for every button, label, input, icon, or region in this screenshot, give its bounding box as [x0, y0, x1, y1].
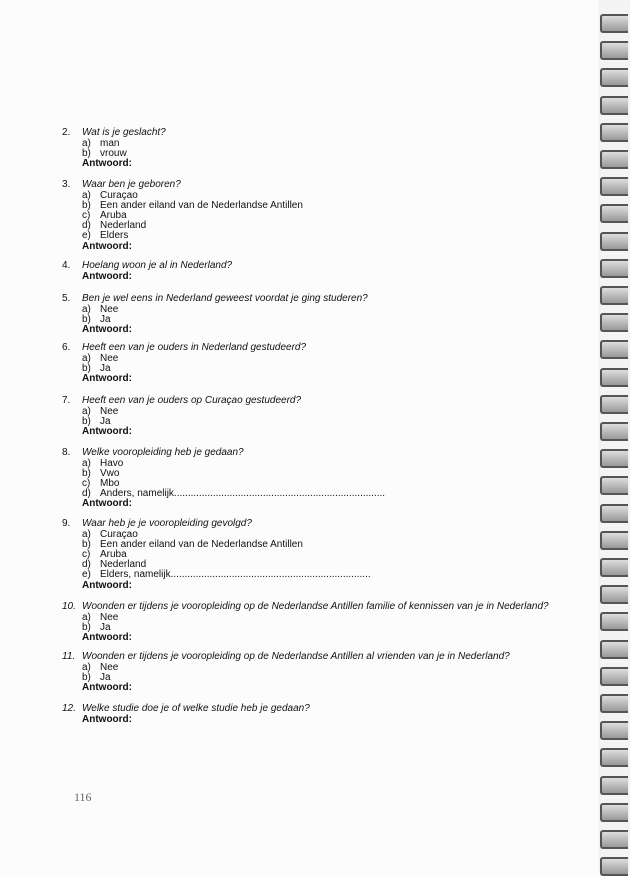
- option-letter: c): [82, 477, 91, 489]
- question-text: Woonden er tijdens je vooropleiding op de Nederlandse Antillen familie of kennissen van je in Nederland?: [82, 601, 549, 612]
- option-letter: b): [82, 147, 91, 159]
- option-letter: a): [82, 352, 91, 364]
- question-number: 4.: [62, 260, 71, 271]
- binding-ring: [600, 41, 628, 60]
- option-text: Curaçao: [100, 528, 138, 540]
- binding-ring: [600, 476, 628, 495]
- option-text: Ja: [100, 621, 111, 633]
- question-number: 6.: [62, 342, 71, 353]
- option-letter: e): [82, 230, 91, 242]
- option-text: vrouw: [100, 147, 127, 159]
- binding-ring: [600, 286, 628, 305]
- answer-label: Antwoord:: [82, 681, 132, 693]
- option-text: Aruba: [100, 548, 127, 560]
- binding-ring: [600, 96, 628, 115]
- option-text: Vwo: [100, 467, 120, 479]
- answer-label: Antwoord:: [82, 425, 132, 437]
- option-text: Havo: [100, 457, 124, 469]
- binding-ring: [600, 721, 628, 740]
- binding-ring: [600, 857, 628, 876]
- binding-ring: [600, 531, 628, 550]
- option-text: Nederland: [100, 220, 147, 232]
- option-text: Nee: [100, 303, 119, 315]
- option-letter: a): [82, 405, 91, 417]
- option-letter: b): [82, 313, 91, 325]
- option-letter: a): [82, 303, 91, 315]
- question-number: 11.: [62, 651, 76, 662]
- answer-label: Antwoord:: [82, 631, 132, 643]
- option-text: man: [100, 137, 120, 149]
- binding-ring: [600, 259, 628, 278]
- option-letter: b): [82, 621, 91, 633]
- option-letter: d): [82, 488, 91, 500]
- binding-ring: [600, 368, 628, 387]
- option-letter: b): [82, 415, 91, 427]
- binding-ring: [600, 150, 628, 169]
- answer-option: [82, 231, 303, 241]
- binding-ring: [600, 123, 628, 142]
- answer-label: Antwoord:: [82, 372, 132, 384]
- binding-ring: [600, 585, 628, 604]
- option-text: Nee: [100, 611, 119, 623]
- option-letter: a): [82, 189, 91, 201]
- question-text: Woonden er tijdens je vooropleiding op de Nederlandse Antillen al vrienden van je in Nederland?: [82, 651, 510, 662]
- option-text: Elders, namelijk........................................................................: [100, 569, 371, 581]
- binding-ring: [600, 232, 628, 251]
- binding-ring: [600, 68, 628, 87]
- answer-option: [82, 459, 385, 469]
- option-letter: a): [82, 611, 91, 623]
- answer-option: [82, 570, 371, 580]
- question-number: 7.: [62, 395, 71, 406]
- option-letter: a): [82, 137, 91, 149]
- option-text: Elders: [100, 230, 129, 242]
- binding-ring: [600, 612, 628, 631]
- question-text: Waar heb je je vooropleiding gevolgd?: [82, 518, 252, 529]
- question-number: 2.: [62, 127, 71, 138]
- binding-ring: [600, 667, 628, 686]
- question-text: Wat is je geslacht?: [82, 127, 166, 138]
- question-number: 10.: [62, 601, 76, 612]
- option-letter: b): [82, 467, 91, 479]
- option-letter: a): [82, 661, 91, 673]
- binding-ring: [600, 449, 628, 468]
- option-letter: b): [82, 362, 91, 374]
- option-text: Nee: [100, 352, 119, 364]
- binding-ring: [600, 313, 628, 332]
- binding-ring: [600, 395, 628, 414]
- answer-label: Antwoord:: [82, 713, 132, 725]
- option-text: Een ander eiland van de Nederlandse Antillen: [100, 199, 303, 211]
- binding-ring: [600, 422, 628, 441]
- option-letter: a): [82, 457, 91, 469]
- question-number: 3.: [62, 179, 71, 190]
- page-number: 116: [74, 790, 92, 804]
- option-letter: b): [82, 671, 91, 683]
- binding-ring: [600, 776, 628, 795]
- answer-label: Antwoord:: [82, 240, 132, 252]
- answer-label: Antwoord:: [82, 270, 132, 282]
- binding-ring: [600, 694, 628, 713]
- answer-option: [82, 469, 385, 479]
- option-text: Nederland: [100, 559, 147, 571]
- spiral-binding: [598, 0, 630, 873]
- question-number: 8.: [62, 447, 71, 458]
- binding-ring: [600, 830, 628, 849]
- question-text: Welke vooropleiding heb je gedaan?: [82, 447, 244, 458]
- option-letter: b): [82, 199, 91, 211]
- answer-label: Antwoord:: [82, 323, 132, 335]
- option-text: Ja: [100, 362, 111, 374]
- question-number: 5.: [62, 293, 71, 304]
- option-text: Anders, namelijk............................................................................: [100, 488, 386, 500]
- answer-label: Antwoord:: [82, 579, 132, 591]
- option-letter: b): [82, 538, 91, 550]
- option-letter: c): [82, 209, 91, 221]
- option-letter: e): [82, 569, 91, 581]
- option-text: Curaçao: [100, 189, 138, 201]
- binding-ring: [600, 640, 628, 659]
- option-letter: d): [82, 220, 91, 232]
- question-number: 12.: [62, 703, 76, 714]
- option-text: Ja: [100, 671, 111, 683]
- question-text: Heeft een van je ouders op Curaçao gestudeerd?: [82, 395, 302, 406]
- option-letter: d): [82, 559, 91, 571]
- question-text: Hoelang woon je al in Nederland?: [82, 260, 233, 271]
- binding-ring: [600, 340, 628, 359]
- option-text: Nee: [100, 661, 119, 673]
- binding-ring: [600, 558, 628, 577]
- option-letter: a): [82, 528, 91, 540]
- option-text: Ja: [100, 415, 111, 427]
- binding-ring: [600, 204, 628, 223]
- binding-ring: [600, 504, 628, 523]
- option-text: Aruba: [100, 209, 127, 221]
- binding-ring: [600, 177, 628, 196]
- question-number: 9.: [62, 518, 71, 529]
- option-text: Ja: [100, 313, 111, 325]
- answer-label: Antwoord:: [82, 498, 132, 510]
- option-letter: c): [82, 548, 91, 560]
- question-text: Heeft een van je ouders in Nederland gestudeerd?: [82, 342, 307, 353]
- question-text: Ben je wel eens in Nederland geweest voordat je ging studeren?: [82, 293, 368, 304]
- question-text: Welke studie doe je of welke studie heb je gedaan?: [82, 703, 310, 714]
- binding-ring: [600, 803, 628, 822]
- answer-label: Antwoord:: [82, 157, 132, 169]
- option-text: Nee: [100, 405, 119, 417]
- binding-ring: [600, 748, 628, 767]
- binding-ring: [600, 14, 628, 33]
- option-text: Een ander eiland van de Nederlandse Antillen: [100, 538, 303, 550]
- question-text: Waar ben je geboren?: [82, 179, 181, 190]
- option-text: Mbo: [100, 477, 120, 489]
